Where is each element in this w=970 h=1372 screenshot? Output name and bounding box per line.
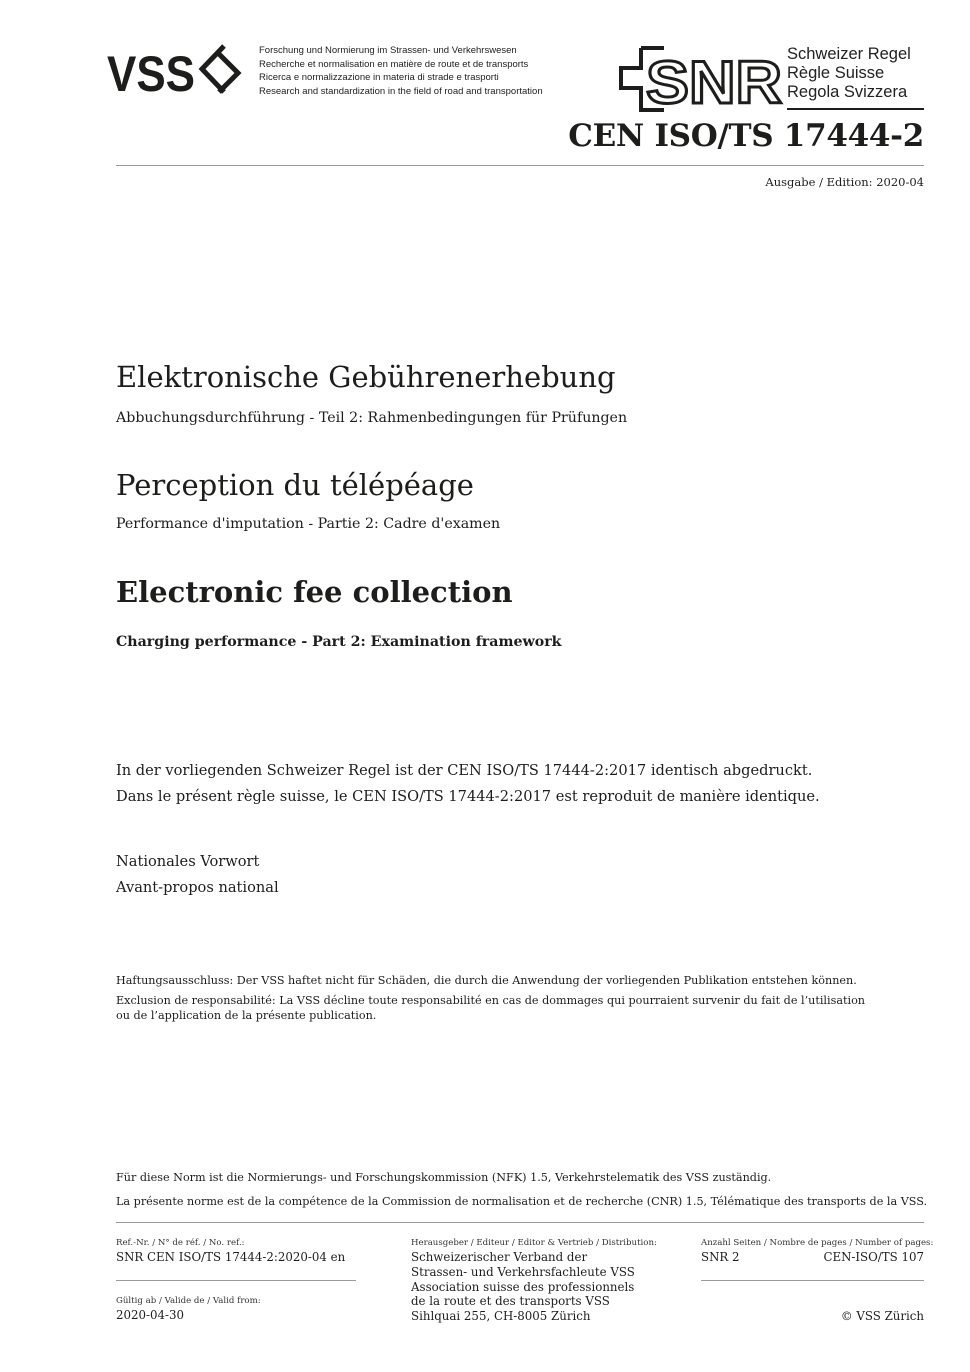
subtitle-de: Abbuchungsdurchführung - Teil 2: Rahmenbedingungen für Prüfungen	[116, 410, 628, 426]
publisher-line: de la route et des transports VSS	[411, 1294, 610, 1309]
snr-label-it: Regola Svizzera	[787, 83, 908, 101]
title-fr: Perception du télépéage	[116, 468, 474, 502]
publisher-address	[411, 1250, 635, 1324]
committee-note-fr: La présente norme est de la compétence de la Commission de normalisation et de recherche (CNR) 1.5, Télématique des transports de la VSS.	[116, 1195, 928, 1208]
snr-label-fr: Règle Suisse	[787, 64, 885, 82]
snr-underline	[787, 108, 924, 110]
vss-tagline	[259, 44, 543, 98]
vss-tagline-en: Research and standardization in the field of road and transportation	[259, 85, 543, 97]
ref-number-label: Ref.-Nr. / N° de réf. / No. ref.:	[116, 1238, 245, 1248]
header-divider	[116, 165, 924, 166]
vss-tagline-de: Forschung und Normierung im Strassen- und Verkehrswesen	[259, 45, 517, 56]
ref-number-value: SNR CEN ISO/TS 17444-2:2020-04 en	[116, 1250, 346, 1264]
subtitle-en: Charging performance - Part 2: Examination framework	[116, 634, 562, 650]
snr-regel-labels	[787, 45, 911, 102]
disclaimer-fr-line2: ou de l’application de la présente publication.	[116, 1009, 377, 1022]
snr-label-de: Schweizer Regel	[787, 45, 911, 63]
footer-divider	[116, 1222, 924, 1223]
vss-logo	[107, 44, 253, 96]
vss-tagline-fr: Recherche et normalisation en matière de route et de transports	[259, 58, 529, 70]
foreword-heading-de: Nationales Vorwort	[116, 853, 260, 870]
page-count-label: Anzahl Seiten / Nombre de pages / Number of pages:	[701, 1238, 934, 1248]
snr-logo-text: SNR	[646, 49, 782, 112]
page-count-cen: CEN-ISO/TS 107	[823, 1250, 924, 1264]
page-count-snr: SNR 2	[701, 1250, 740, 1264]
valid-from-label: Gültig ab / Valide de / Valid from:	[116, 1296, 261, 1306]
disclaimer-de: Haftungsausschluss: Der VSS haftet nicht für Schäden, die durch die Anwendung der vorliegenden Publikation entstehen können.	[116, 974, 857, 987]
publisher-line: Sihlquai 255, CH-8005 Zürich	[411, 1309, 591, 1324]
publisher-line: Schweizerischer Verband der	[411, 1250, 588, 1264]
subtitle-fr: Performance d'imputation - Partie 2: Cadre d'examen	[116, 516, 501, 532]
identity-note-de: In der vorliegenden Schweizer Regel ist der CEN ISO/TS 17444-2:2017 identisch abgedruckt.	[116, 762, 813, 779]
copyright: © VSS Zürich	[840, 1309, 924, 1323]
edition-date: Ausgabe / Edition: 2020-04	[765, 175, 924, 189]
publisher-line: Association suisse des professionnels	[411, 1279, 635, 1294]
publisher-line: Strassen- und Verkehrsfachleute VSS	[411, 1264, 635, 1279]
title-en: Electronic fee collection	[116, 575, 513, 609]
snr-logo	[619, 46, 784, 112]
pages-divider	[701, 1280, 924, 1281]
disclaimer-fr-line1: Exclusion de responsabilité: La VSS décline toute responsabilité en cas de dommages qui pourraient survenir du fait de l’utilisation	[116, 994, 866, 1007]
ref-divider	[116, 1280, 356, 1281]
valid-from-value: 2020-04-30	[116, 1308, 185, 1322]
vss-tagline-it: Ricerca e normalizzazione in materia di strade e trasporti	[259, 72, 499, 84]
publisher-label: Herausgeber / Editeur / Editor & Vertrieb / Distribution:	[411, 1238, 657, 1248]
vss-logo-text: VSS	[107, 46, 195, 96]
identity-note-fr: Dans le présent règle suisse, le CEN ISO/TS 17444-2:2017 est reproduit de manière identique.	[116, 788, 820, 805]
title-de: Elektronische Gebührenerhebung	[116, 360, 616, 394]
foreword-heading-fr: Avant-propos national	[116, 879, 279, 896]
standard-number: CEN ISO/TS 17444-2	[568, 118, 924, 154]
committee-note-de: Für diese Norm ist die Normierungs- und Forschungskommission (NFK) 1.5, Verkehrstelematik des VSS zuständig.	[116, 1171, 772, 1184]
